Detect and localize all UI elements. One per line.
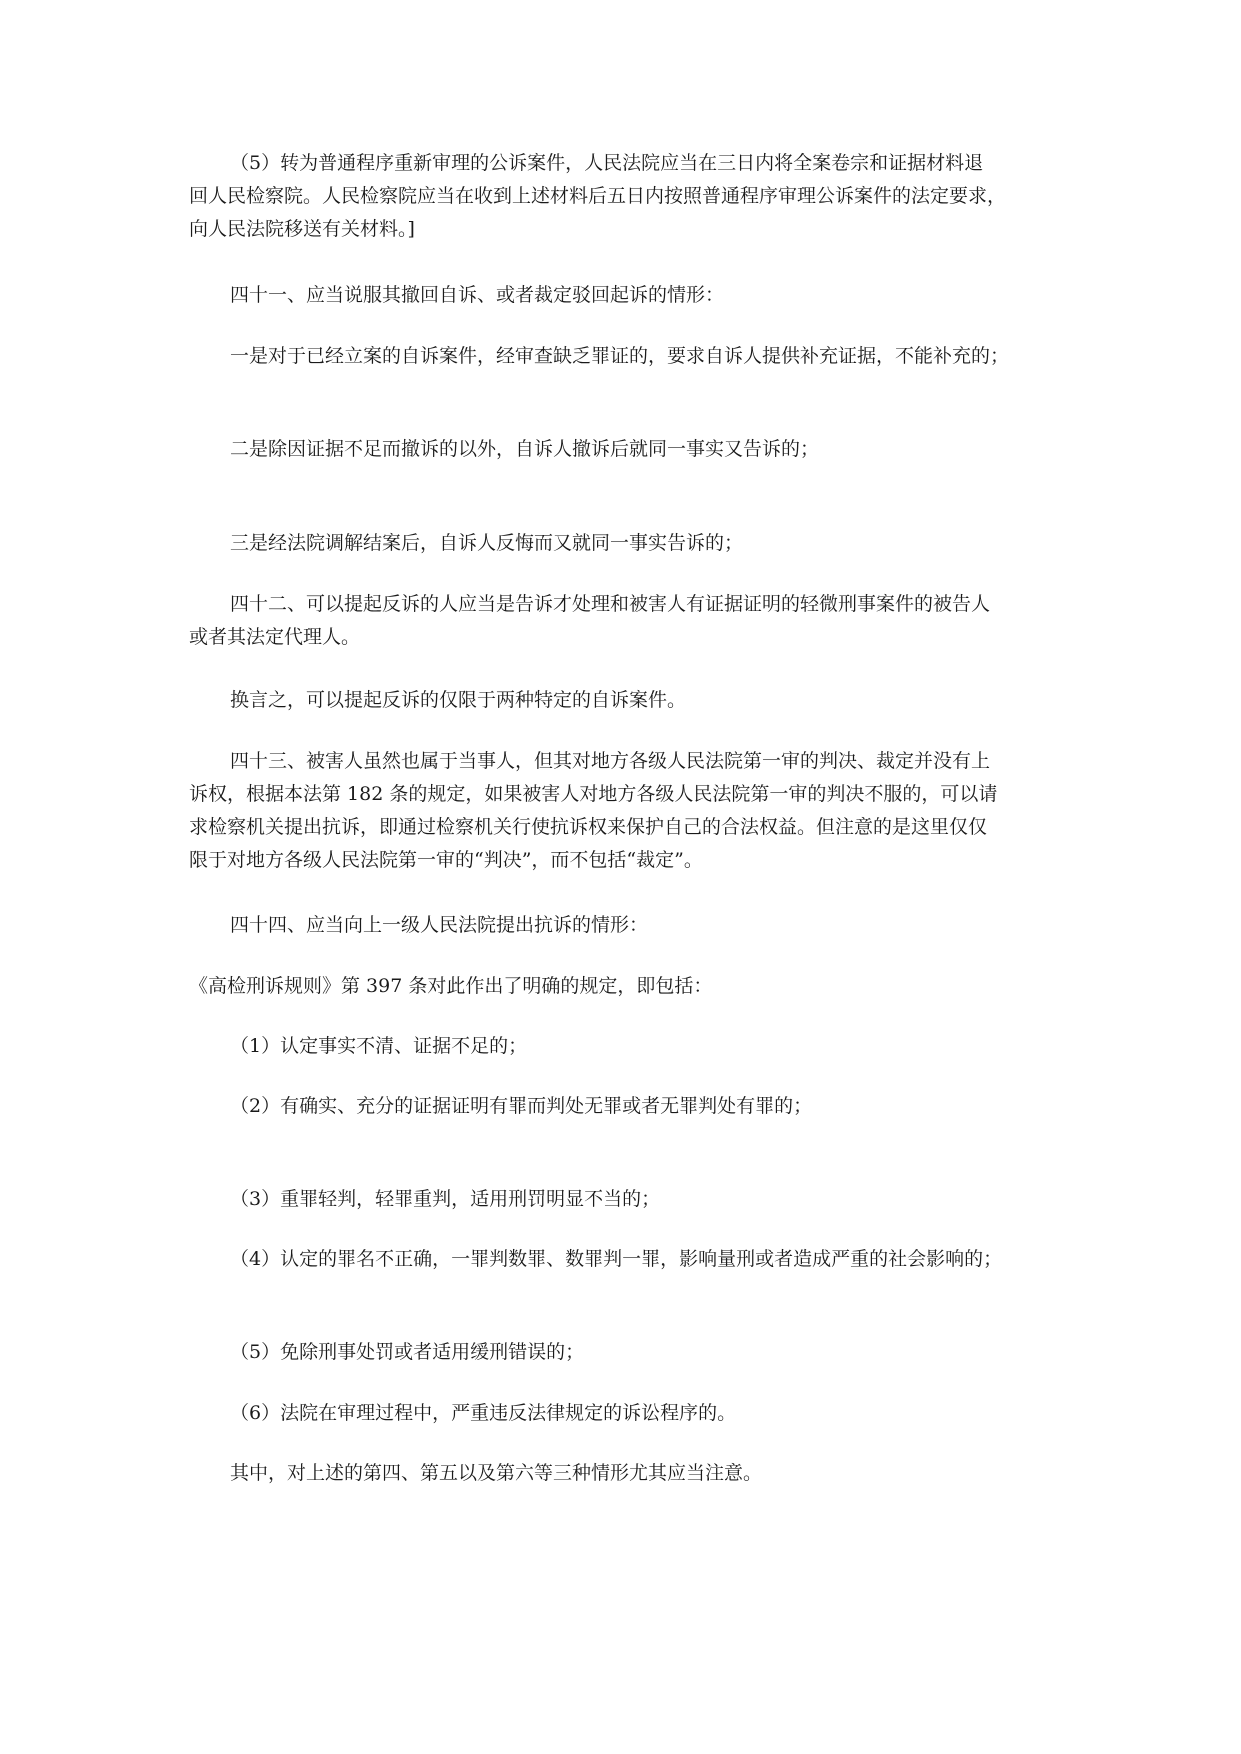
paragraph-p6	[189, 588, 1050, 654]
paragraph-p5	[230, 527, 1050, 560]
paragraph-p16	[230, 1397, 1050, 1430]
paragraph-p12	[230, 1090, 1050, 1123]
text-line: 二是除因证据不足而撤诉的以外，自诉人撤诉后就同一事实又告诉的；	[230, 438, 820, 460]
paragraph-p7	[230, 684, 1050, 717]
paragraph-p15	[230, 1336, 1050, 1369]
text-line: 一是对于已经立案的自诉案件，经审查缺乏罪证的，要求自诉人提供补充证据，不能补充的；	[230, 345, 1010, 367]
text-line: 换言之，可以提起反诉的仅限于两种特定的自诉案件。	[230, 689, 687, 711]
text-line: 求检察机关提出抗诉，即通过检察机关行使抗诉权来保护自己的合法权益。但注意的是这里仅仅	[189, 816, 988, 838]
text-line: （2）有确实、充分的证据证明有罪而判处无罪或者无罪判处有罪的；	[230, 1095, 813, 1117]
text-line: 四十一、应当说服其撤回自诉、或者裁定驳回起诉的情形：	[230, 284, 725, 306]
paragraph-p17	[230, 1457, 1050, 1490]
text-line: （1）认定事实不清、证据不足的；	[230, 1035, 528, 1057]
text-line: 四十四、应当向上一级人民法院提出抗诉的情形：	[230, 914, 649, 936]
text-line: （5）转为普通程序重新审理的公诉案件，人民法院应当在三日内将全案卷宗和证据材料退	[230, 152, 984, 174]
text-line: （4）认定的罪名不正确，一罪判数罪、数罪判一罪，影响量刑或者造成严重的社会影响的；	[230, 1248, 1003, 1270]
text-line: 向人民法院移送有关材料。]	[189, 218, 415, 240]
paragraph-p3	[230, 340, 1050, 373]
paragraph-p9	[230, 909, 1050, 942]
paragraph-p4	[230, 433, 1050, 466]
text-line: 三是经法院调解结案后，自诉人反悔而又就同一事实告诉的；	[230, 532, 744, 554]
text-line: 诉权，根据本法第 182 条的规定，如果被害人对地方各级人民法院第一审的判决不服的，可以请	[189, 783, 998, 805]
text-line: 限于对地方各级人民法院第一审的“判决”，而不包括“裁定”。	[189, 849, 703, 871]
paragraph-p8	[189, 745, 1050, 877]
text-line: 回人民检察院。人民检察院应当在收到上述材料后五日内按照普通程序审理公诉案件的法定要求，	[189, 185, 1007, 207]
paragraph-p11	[230, 1030, 1050, 1063]
text-line: 四十二、可以提起反诉的人应当是告诉才处理和被害人有证据证明的轻微刑事案件的被告人	[230, 593, 991, 615]
text-line: 《高检刑诉规则》第 397 条对此作出了明确的规定，即包括：	[189, 975, 713, 997]
text-line: 四十三、被害人虽然也属于当事人，但其对地方各级人民法院第一审的判决、裁定并没有上	[230, 750, 991, 772]
paragraph-p1	[189, 147, 1050, 246]
text-line: 其中，对上述的第四、第五以及第六等三种情形尤其应当注意。	[230, 1462, 763, 1484]
paragraph-p2	[230, 279, 1050, 312]
text-line: （5）免除刑事处罚或者适用缓刑错误的；	[230, 1341, 585, 1363]
text-line: （3）重罪轻判，轻罪重判，适用刑罚明显不当的；	[230, 1188, 661, 1210]
text-line: 或者其法定代理人。	[189, 626, 361, 648]
paragraph-p10	[189, 970, 1050, 1003]
paragraph-p13	[230, 1183, 1050, 1216]
paragraph-p14	[230, 1243, 1050, 1276]
text-line: （6）法院在审理过程中，严重违反法律规定的诉讼程序的。	[230, 1402, 737, 1424]
